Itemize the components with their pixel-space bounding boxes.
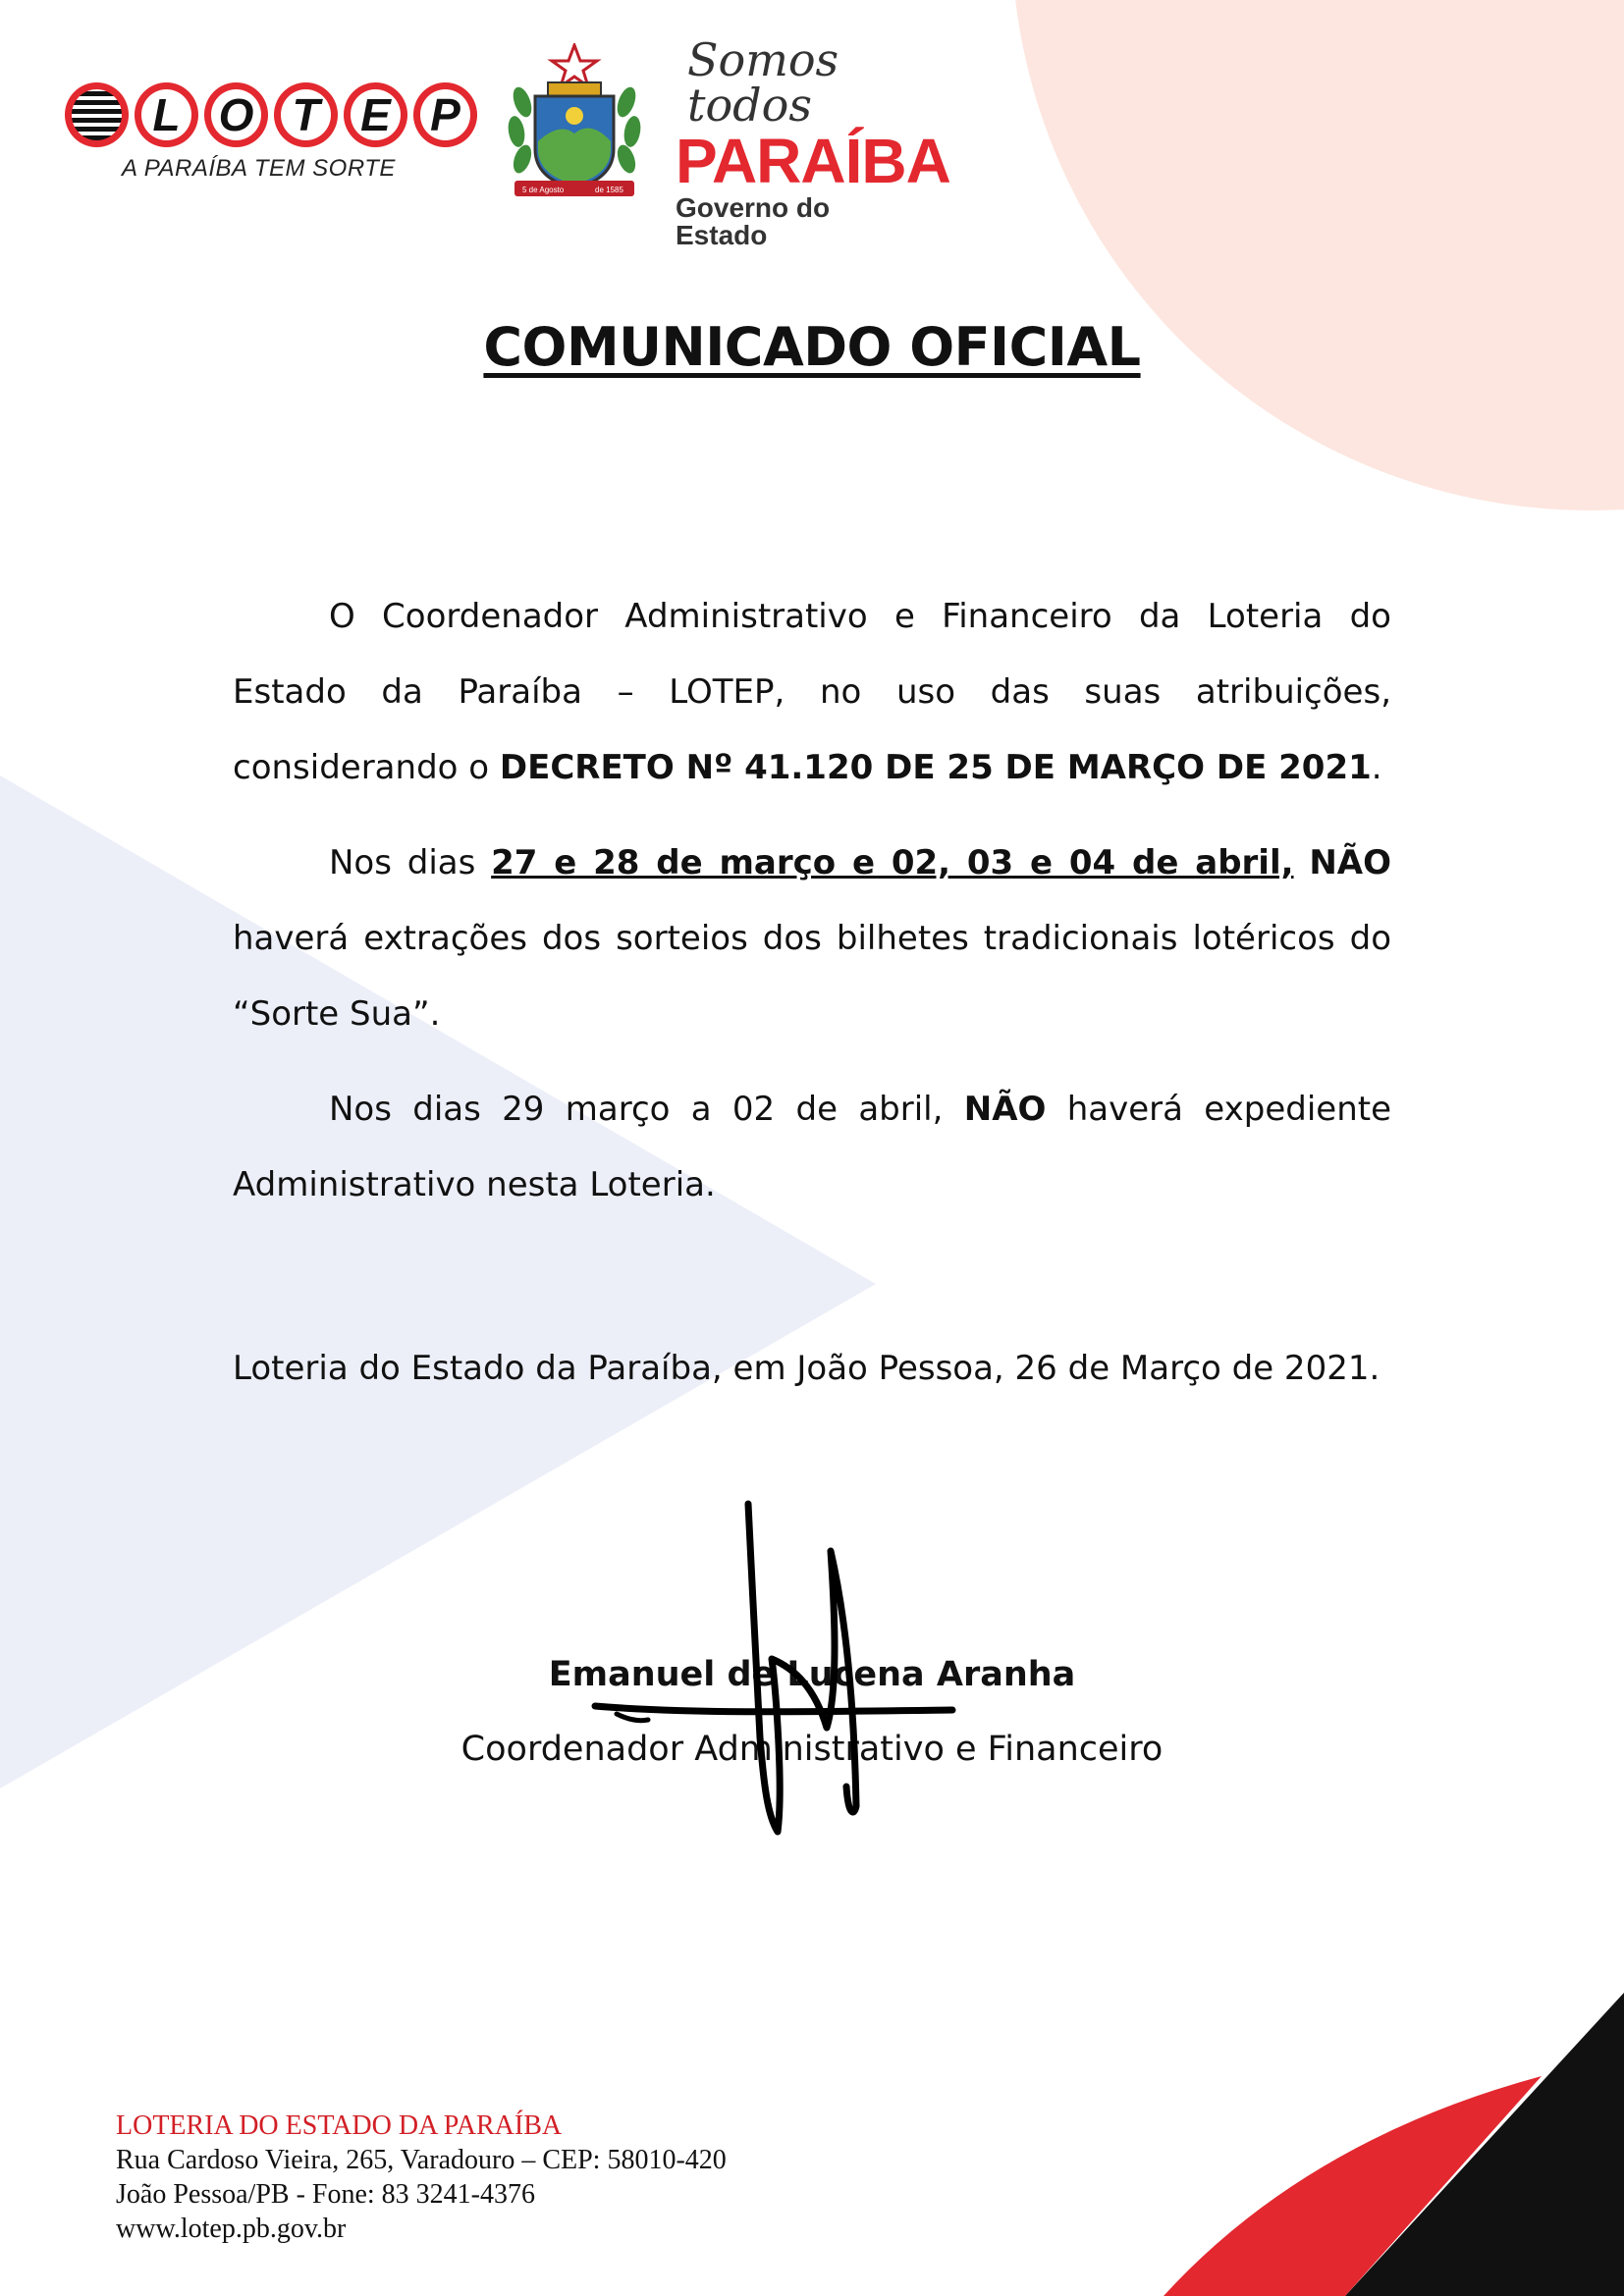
footer xyxy=(116,2109,1000,2246)
p1-text: O Coordenador Administrativo e Financeiro da Loteria do Estado da Paraíba – LOTEP, no uso das suas atribuições, considerando o xyxy=(233,597,1391,787)
footer-website: www.lotep.pb.gov.br xyxy=(116,2214,347,2244)
p3-emphasis: NÃO xyxy=(963,1090,1047,1129)
decree-reference: DECRETO Nº 41.120 DE 25 DE MARÇO DE 2021 xyxy=(499,748,1372,787)
coat-sun xyxy=(566,107,583,125)
p2-end: haverá extrações dos sorteios dos bilhetes tradicionais lotéricos do “Sorte Sua”. xyxy=(233,919,1391,1034)
p2-start: Nos dias xyxy=(329,843,492,882)
handwritten-signature xyxy=(569,1492,982,1845)
governo-paraiba-logo xyxy=(676,33,950,250)
signatory-role: Coordenador Administrativo e Financeiro xyxy=(460,1730,1164,1769)
lotep-tagline: A PARAÍBA TEM SORTE xyxy=(122,155,396,182)
lotep-wordmark xyxy=(65,82,477,147)
gov-slogan: Somos todos xyxy=(687,33,839,132)
lotep-striped-circle xyxy=(65,82,129,147)
gov-subtitle: Governo do Estado xyxy=(676,192,831,250)
gov-state-name: PARAÍBA xyxy=(676,126,950,196)
p2-emphasis: NÃO xyxy=(1309,843,1391,882)
lotep-circle-l xyxy=(135,82,198,147)
signatory-name: Emanuel de Lucena Aranha xyxy=(548,1655,1076,1694)
p3-start: Nos dias 29 março a 02 de abril, xyxy=(329,1090,944,1129)
footer-city-phone: João Pessoa/PB - Fone: 83 3241-4376 xyxy=(116,2179,535,2210)
document-body xyxy=(233,579,1391,1243)
p3-end: haverá expediente Administrativo nesta Loteria. xyxy=(233,1090,1391,1204)
paragraph-2 xyxy=(233,826,1391,1052)
lotep-circle-t xyxy=(274,82,338,147)
lotep-logo xyxy=(65,82,477,200)
paragraph-1 xyxy=(233,579,1391,806)
lotep-circle-o xyxy=(204,82,268,147)
coat-wreath-left xyxy=(506,84,535,176)
lotep-circle-e xyxy=(344,82,407,147)
coat-banner-right-text: de 1585 xyxy=(595,186,623,194)
lotep-letter: T xyxy=(292,89,320,140)
lotep-letter: E xyxy=(360,89,391,140)
lotep-letter: P xyxy=(430,89,460,140)
place-date-line: Loteria do Estado da Paraíba, em João Pessoa, 26 de Março de 2021. xyxy=(233,1349,1380,1388)
p1-end: . xyxy=(1371,748,1382,787)
footer-org-name: LOTERIA DO ESTADO DA PARAÍBA xyxy=(116,2110,563,2141)
paraiba-coat-of-arms xyxy=(501,43,648,200)
coat-star-icon xyxy=(552,45,597,86)
lotep-circle-p xyxy=(413,82,477,147)
suspended-dates: 27 e 28 de março e 02, 03 e 04 de abril, xyxy=(491,843,1294,882)
coat-wreath-right xyxy=(614,84,643,176)
coat-banner-left-text: 5 de Agosto xyxy=(522,186,565,194)
coat-crown xyxy=(548,82,601,96)
lotep-letter: O xyxy=(218,89,254,140)
lotep-letter: L xyxy=(152,89,181,140)
footer-address: Rua Cardoso Vieira, 265, Varadouro – CEP: 58010-420 xyxy=(116,2145,727,2175)
document-title: COMUNICADO OFICIAL xyxy=(483,316,1141,378)
top-right-peach-circle xyxy=(1011,0,1624,510)
paragraph-3 xyxy=(233,1072,1391,1223)
